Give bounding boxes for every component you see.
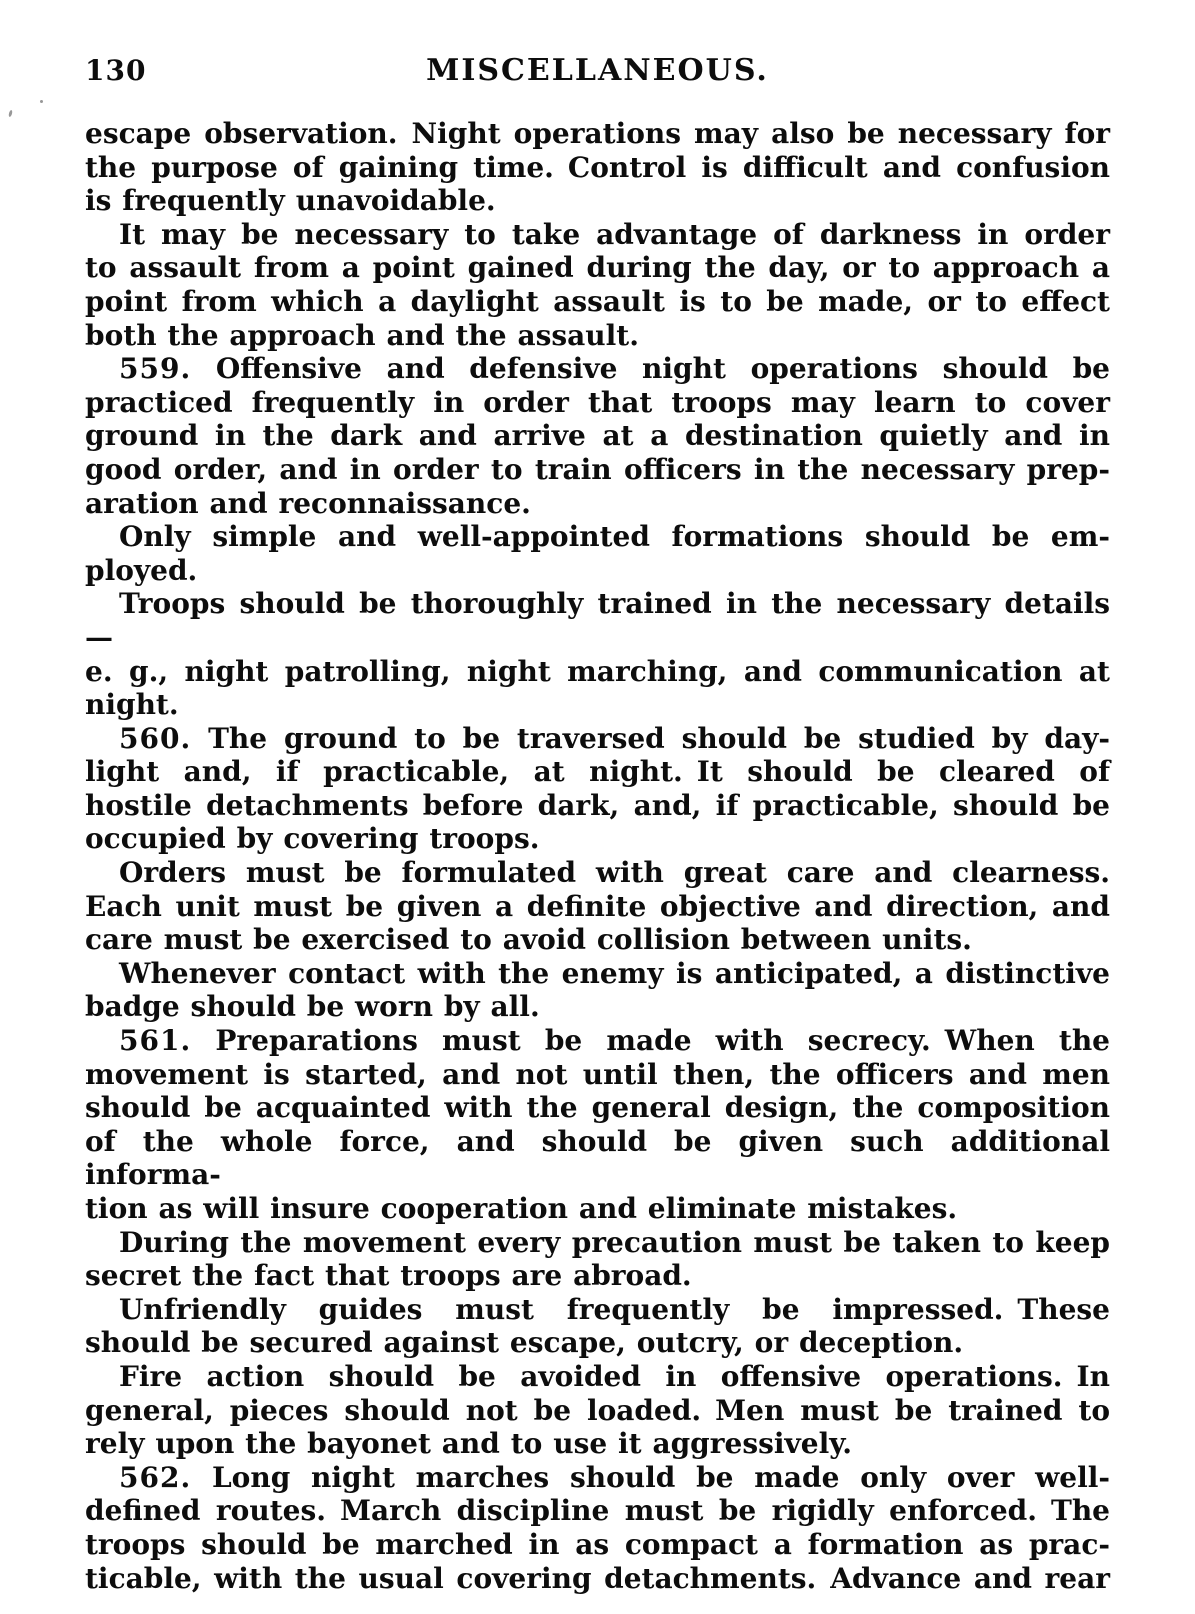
text-line: care must be exercised to avoid collision between units. bbox=[85, 923, 972, 957]
paragraph bbox=[85, 1024, 1110, 1226]
paragraph bbox=[85, 722, 1110, 856]
text-line: Unfriendly guides must frequently be impressed. These bbox=[119, 1292, 1110, 1326]
text-line: general, pieces should not be loaded. Men must be trained to bbox=[85, 1393, 1110, 1427]
text-line: occupied by covering troops. bbox=[85, 822, 540, 856]
text-line: both the approach and the assault. bbox=[85, 318, 639, 352]
text-line: e. g., night patrolling, night marching, and communication at bbox=[85, 654, 1110, 688]
text-line-content: Preparations must be made with secrecy. When the bbox=[215, 1024, 1110, 1058]
paragraph bbox=[85, 520, 1110, 587]
text-line: Troops should be thoroughly trained in the necessary details— bbox=[85, 587, 1110, 654]
text-line-content: Long night marches should be made only over well- bbox=[211, 1460, 1110, 1494]
text-line: the purpose of gaining time. Control is difficult and confusion bbox=[85, 150, 1110, 184]
text-line: escape observation. Night operations may also be necessary for bbox=[85, 117, 1110, 150]
text-line: aration and reconnaissance. bbox=[85, 486, 531, 520]
scan-speckle bbox=[8, 110, 13, 118]
text-line: ground in the dark and arrive at a destination quietly and in bbox=[85, 419, 1110, 453]
text-line: is frequently unavoidable. bbox=[85, 184, 496, 218]
page-body bbox=[85, 117, 1110, 1595]
page-header bbox=[85, 53, 1110, 88]
paragraph bbox=[85, 352, 1110, 520]
text-line: practiced frequently in order that troops may learn to cover bbox=[85, 385, 1110, 419]
page-content bbox=[85, 53, 1111, 1595]
paragraph bbox=[85, 1461, 1110, 1595]
text-line: night. bbox=[85, 688, 179, 722]
section-number: 562. bbox=[119, 1460, 192, 1494]
section-number: 560. bbox=[119, 721, 192, 755]
running-header-title: MISCELLANEOUS. bbox=[426, 53, 769, 88]
text-line bbox=[85, 352, 1110, 386]
text-line: light and, if practicable, at night. It should be cleared of bbox=[85, 755, 1110, 789]
text-line: During the movement every precaution must be taken to keep bbox=[119, 1225, 1110, 1259]
text-line: Orders must be formulated with great care and clearness. bbox=[119, 856, 1110, 890]
text-line-content: The ground to be traversed should be studied by day- bbox=[208, 721, 1111, 755]
text-line: rely upon the bayonet and to use it aggressively. bbox=[85, 1427, 853, 1461]
paragraph bbox=[85, 1226, 1110, 1293]
paragraph bbox=[85, 1360, 1110, 1461]
text-line: should be acquainted with the general design, the composition bbox=[85, 1091, 1110, 1125]
text-line: Whenever contact with the enemy is anticipated, a distinctive bbox=[119, 956, 1110, 990]
paragraph bbox=[85, 587, 1110, 721]
section-number: 559. bbox=[119, 352, 192, 386]
text-line bbox=[85, 1461, 1110, 1495]
text-line: ployed. bbox=[85, 553, 198, 587]
text-line: Each unit must be given a definite objective and direction, and bbox=[85, 889, 1110, 923]
text-line: Fire action should be avoided in offensive operations. In bbox=[119, 1359, 1110, 1393]
section-number: 561. bbox=[119, 1024, 192, 1058]
text-line: defined routes. March discipline must be rigidly enforced. The bbox=[85, 1494, 1110, 1528]
text-line: hostile detachments before dark, and, if practicable, should be bbox=[85, 788, 1110, 822]
text-line: It may be necessary to take advantage of darkness in order bbox=[119, 217, 1110, 251]
scan-speckle bbox=[40, 100, 43, 103]
text-line: should be secured against escape, outcry, or deception. bbox=[85, 1326, 964, 1360]
text-line: secret the fact that troops are abroad. bbox=[85, 1259, 692, 1293]
text-line: Only simple and well-appointed formations should be em- bbox=[119, 520, 1110, 554]
text-line bbox=[85, 722, 1110, 756]
text-line: point from which a daylight assault is to be made, or to effect bbox=[85, 284, 1110, 318]
page-number: 130 bbox=[85, 54, 147, 87]
paragraph bbox=[85, 218, 1110, 352]
paragraph bbox=[85, 856, 1110, 957]
text-line: tion as will insure cooperation and eliminate mistakes. bbox=[85, 1192, 958, 1225]
paragraph bbox=[85, 1293, 1110, 1360]
text-line: ticable, with the usual covering detachments. Advance and rear bbox=[85, 1561, 1110, 1595]
text-line: of the whole force, and should be given such additional informa- bbox=[85, 1124, 1110, 1192]
text-line-content: Offensive and defensive night operations should be bbox=[215, 352, 1110, 386]
paragraph bbox=[85, 957, 1110, 1024]
text-line: movement is started, and not until then, the officers and men bbox=[85, 1057, 1110, 1091]
paragraph bbox=[85, 117, 1110, 218]
text-line bbox=[85, 1024, 1110, 1058]
text-line: badge should be worn by all. bbox=[85, 990, 540, 1024]
text-line: troops should be marched in as compact a formation as prac- bbox=[85, 1527, 1110, 1561]
text-line: to assault from a point gained during the day, or to approach a bbox=[85, 251, 1110, 285]
text-line: good order, and in order to train officers in the necessary prep- bbox=[85, 452, 1110, 486]
